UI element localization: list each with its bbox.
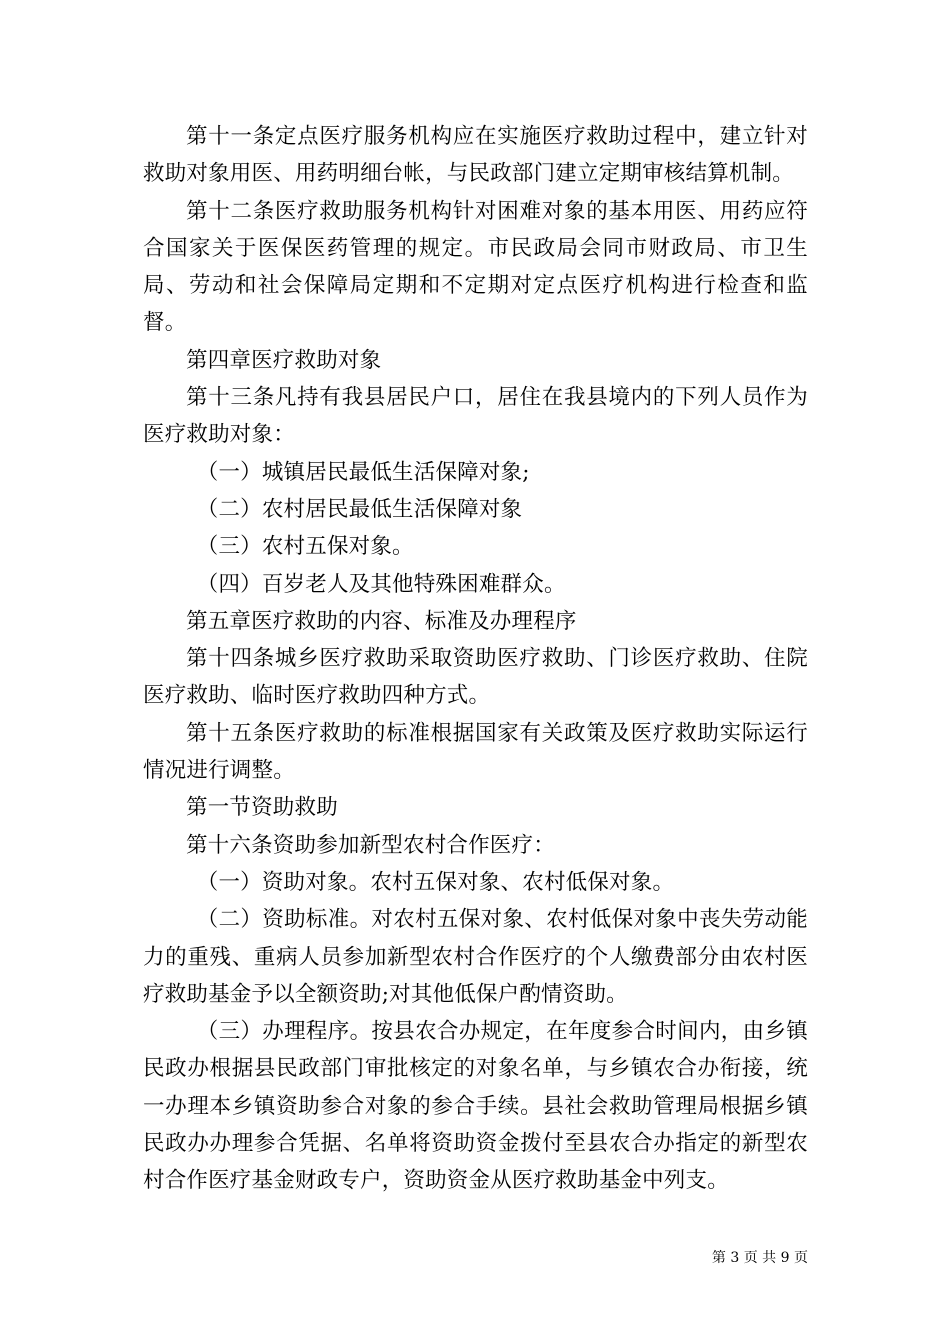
paragraph-article-14: 第十四条城乡医疗救助采取资助医疗救助、门诊医疗救助、住院医疗救助、临时医疗救助四种方式。: [143, 646, 808, 709]
chapter-heading-4: 第四章医疗救助对象: [186, 347, 382, 373]
paragraph-article-13: 第十三条凡持有我县居民户口，居住在我县境内的下列人员作为医疗救助对象：: [143, 385, 808, 448]
page-number-footer: 第 3 页 共 9 页: [711, 1250, 808, 1266]
paragraph-article-15: 第十五条医疗救助的标准根据国家有关政策及医疗救助实际运行情况进行调整。: [143, 720, 808, 784]
document-body: [143, 118, 808, 1200]
paragraph-article-16: 第十六条资助参加新型农村合作医疗：: [186, 832, 555, 858]
section-heading-1: 第一节资助救助: [186, 795, 338, 821]
list-item: （二）农村居民最低生活保障对象: [196, 496, 523, 522]
paragraph-article-12: 第十二条医疗救助服务机构针对困难对象的基本用医、用药应符合国家关于医保医药管理的规定。市民政局会同市财政局、市卫生局、劳动和社会保障局定期和不定期对定点医疗机构进行检查和监督。: [143, 198, 808, 336]
chapter-heading-5: 第五章医疗救助的内容、标准及办理程序: [186, 608, 577, 634]
paragraph-article-11: 第十一条定点医疗服务机构应在实施医疗救助过程中，建立针对救助对象用医、用药明细台帐，与民政部门建立定期审核结算机制。: [143, 124, 808, 187]
list-item: （四）百岁老人及其他特殊困难群众。: [196, 571, 566, 597]
list-item: （一）城镇居民最低生活保障对象;: [196, 459, 530, 485]
list-item: （三）农村五保对象。: [196, 534, 414, 560]
list-item: （三）办理程序。按县农合办规定，在年度参合时间内，由乡镇民政办根据县民政部门审批核定的对象名单，与乡镇农合办衔接，统一办理本乡镇资助参合对象的参合手续。县社会救助管理局根据乡镇民政办办理参合凭据、名单将资助资金拨付至县农合办指定的新型农村合作医疗基金财政专户，资助资金从医疗救助基金中列支。: [143, 1019, 808, 1194]
list-item: （二）资助标准。对农村五保对象、农村低保对象中丧失劳动能力的重残、重病人员参加新型农村合作医疗的个人缴费部分由农村医疗救助基金予以全额资助;对其他低保户酌情资助。: [143, 907, 808, 1007]
list-item: （一）资助对象。农村五保对象、农村低保对象。: [196, 869, 675, 895]
